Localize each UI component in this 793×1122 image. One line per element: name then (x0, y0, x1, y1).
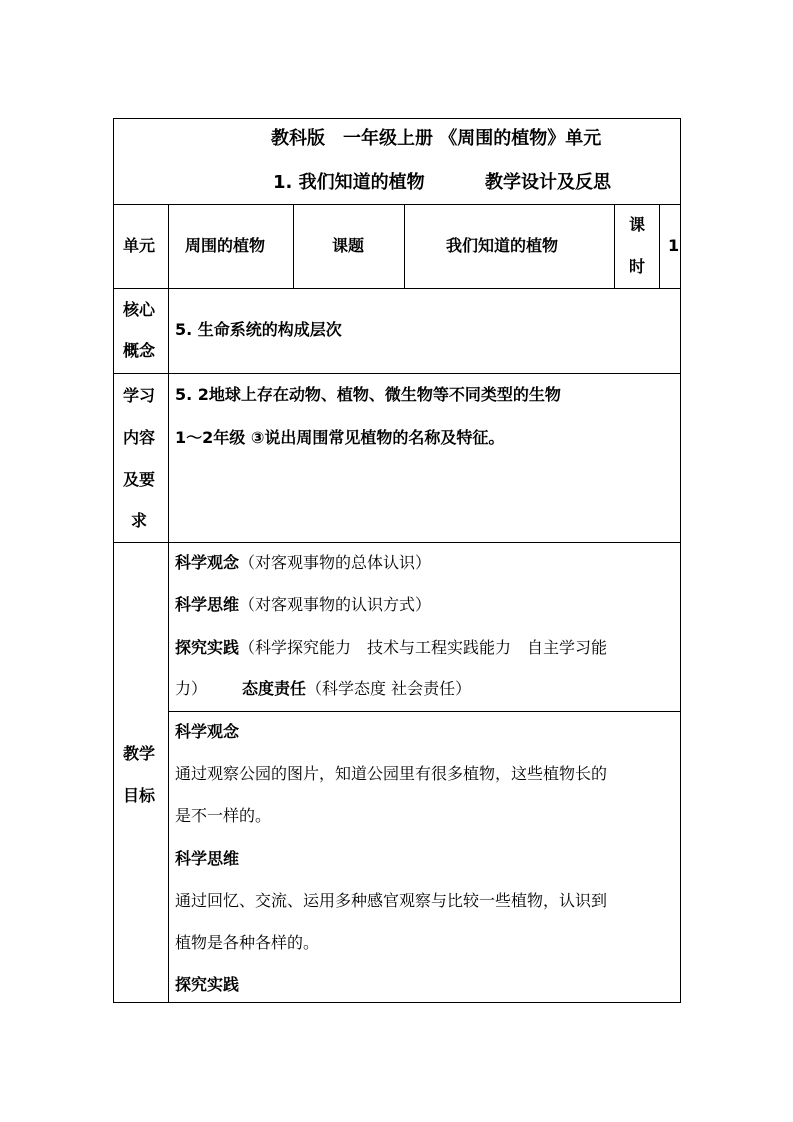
goal-overview-attitude (242, 679, 471, 699)
period-label-bottom: 时 (629, 257, 646, 276)
goal-detail-thinking-head: 科学思维 (175, 849, 240, 868)
goal-overview-thinking-head: 科学思维 (175, 595, 240, 614)
goal-overview-concept (175, 553, 431, 573)
document-subtitle: 教学设计及反思 (485, 172, 611, 193)
content-label-3: 及要 (123, 470, 156, 489)
goal-detail-thinking-text-1: 通过回忆、交流、运用多种感官观察与比较一些植物，认识到 (175, 891, 608, 910)
table-border-bottom (113, 1002, 681, 1003)
unit-label: 单元 (123, 236, 156, 255)
unit-value: 周围的植物 (185, 236, 266, 255)
goal-detail-practice-head: 探究实践 (175, 975, 240, 994)
lesson-value: 我们知道的植物 (446, 236, 559, 255)
table-rule-col-5 (659, 204, 660, 288)
period-value: 1 (668, 236, 680, 255)
goals-label-top: 教学 (123, 744, 156, 763)
goal-overview-practice (175, 638, 607, 658)
table-rule-label-column (168, 204, 169, 1003)
concept-label-bottom: 概念 (123, 341, 156, 360)
lesson-title: 1. 我们知道的植物 (273, 172, 425, 193)
goal-detail-concept-text-1: 通过观察公园的图片，知道公园里有很多植物，这些植物长的 (175, 764, 608, 783)
goal-overview-concept-note: （对客观事物的总体认识） (239, 553, 432, 572)
goal-overview-practice-note: （科学探究能力 技术与工程实践能力 自主学习能 (239, 638, 608, 657)
goal-detail-thinking-text-2: 植物是各种各样的。 (175, 933, 320, 952)
goal-overview-attitude-head: 态度责任 (242, 679, 307, 698)
period-label-top: 课 (629, 215, 646, 234)
table-rule-col-3 (404, 204, 405, 288)
content-label-4: 求 (131, 511, 148, 530)
goal-overview-thinking-note: （对客观事物的认识方式） (239, 595, 432, 614)
goal-detail-concept-head: 科学观念 (175, 722, 240, 741)
goal-overview-practice-head: 探究实践 (175, 638, 240, 657)
content-label-1: 学习 (123, 386, 156, 405)
goal-overview-attitude-note: （科学态度 社会责任） (306, 679, 472, 698)
table-rule-unit (113, 288, 681, 289)
lesson-plan-table (113, 118, 681, 1003)
document-title: 教科版 一年级上册 《周围的植物》单元 (271, 128, 602, 149)
goal-overview-practice-note-end: 力） (175, 679, 208, 698)
concept-value: 5. 生命系统的构成层次 (175, 320, 342, 339)
goals-label-bottom: 目标 (123, 786, 156, 805)
table-border-right (680, 118, 681, 1003)
table-border-top (113, 118, 681, 119)
content-line-1: 5. 2地球上存在动物、植物、微生物等不同类型的生物 (175, 385, 561, 404)
goal-detail-concept-text-2: 是不一样的。 (175, 806, 272, 825)
table-rule-concept (113, 373, 681, 374)
content-label-2: 内容 (123, 428, 156, 447)
content-line-2: 1～2年级 ③说出周围常见植物的名称及特征。 (175, 428, 505, 447)
concept-label-top: 核心 (123, 300, 156, 319)
goal-overview-concept-head: 科学观念 (175, 553, 240, 572)
table-rule-content (113, 542, 681, 543)
goal-overview-thinking (175, 595, 431, 615)
table-rule-header (113, 204, 681, 205)
table-rule-goals-split (168, 711, 681, 712)
table-border-left (113, 118, 114, 1003)
lesson-label: 课题 (332, 236, 365, 255)
table-rule-col-2 (293, 204, 294, 288)
table-rule-col-4 (614, 204, 615, 288)
